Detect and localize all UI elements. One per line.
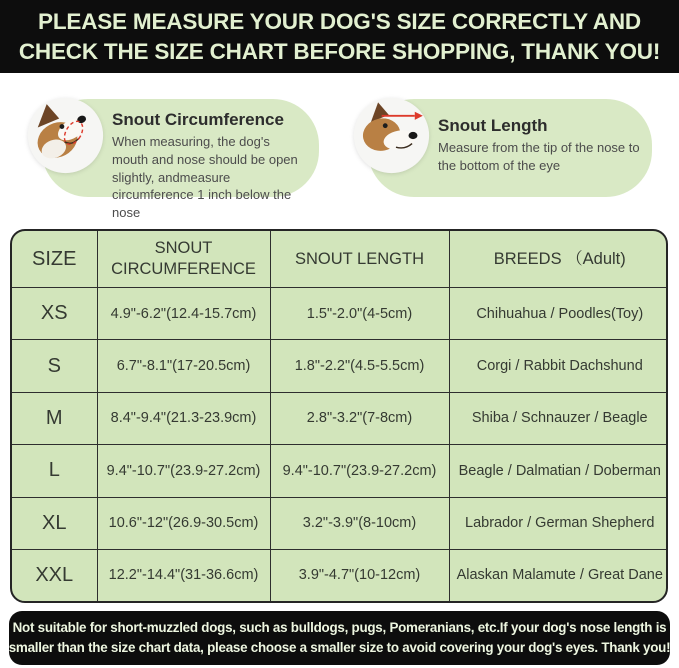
size-chart-table [10, 229, 668, 603]
bottom-warning-line2: smaller than the size chart data, please choose a smaller size to avoid covering your dog's eyes. Thank you! [8, 640, 671, 655]
breeds-cell: Labrador / German Shepherd [449, 497, 668, 549]
column-header-snout-length: SNOUT LENGTH [270, 231, 449, 288]
circumference-cell: 10.6"-12"(26.9-30.5cm) [97, 497, 270, 549]
size-cell: S [12, 340, 97, 392]
circumference-cell: 6.7"-8.1"(17-20.5cm) [97, 340, 270, 392]
top-notice-line1: PLEASE MEASURE YOUR DOG'S SIZE CORRECTLY AND [38, 8, 641, 34]
length-cell: 9.4"-10.7"(23.9-27.2cm) [270, 445, 449, 497]
bottom-warning-line1: Not suitable for short-muzzled dogs, such as bulldogs, pugs, Pomeranians, etc.If your dog's nose length is [12, 619, 667, 635]
snout-length-title: Snout Length [438, 116, 548, 135]
size-row-xs [12, 288, 668, 340]
column-header-breeds: BREEDS （Adult) [449, 231, 668, 288]
snout-length-card [368, 99, 652, 197]
column-header-size: SIZE [12, 231, 97, 288]
length-cell: 1.8"-2.2"(4.5-5.5cm) [270, 340, 449, 392]
size-row-s [12, 340, 668, 392]
circumference-cell: 8.4"-9.4"(21.3-23.9cm) [97, 392, 270, 444]
size-chart-header-row [12, 231, 668, 288]
length-cell: 2.8"-3.2"(7-8cm) [270, 392, 449, 444]
breeds-cell: Corgi / Rabbit Dachshund [449, 340, 668, 392]
top-notice-banner [0, 0, 679, 73]
size-cell: XS [12, 288, 97, 340]
snout-length-instructions: Measure from the tip of the nose to the bottom of the eye [438, 140, 640, 173]
size-row-l [12, 445, 668, 497]
size-row-xl [12, 497, 668, 549]
breeds-cell: Shiba / Schnauzer / Beagle [449, 392, 668, 444]
size-row-m [12, 392, 668, 444]
length-cell: 3.2"-3.9"(8-10cm) [270, 497, 449, 549]
size-cell: L [12, 445, 97, 497]
circumference-cell: 12.2"-14.4"(31-36.6cm) [97, 549, 270, 601]
dog-snout-circumference-photo [27, 97, 104, 174]
size-cell: XXL [12, 549, 97, 601]
snout-circumference-instructions: When measuring, the dog's mouth and nose should be open slightly, andmeasure circumference 1 inch below the nose [112, 134, 298, 220]
bottom-warning-banner [9, 611, 670, 665]
size-row-xxl [12, 549, 668, 601]
breeds-cell: Alaskan Malamute / Great Dane [449, 549, 668, 601]
breeds-cell: Chihuahua / Poodles(Toy) [449, 288, 668, 340]
snout-circumference-card [42, 99, 319, 220]
length-cell: 1.5"-2.0"(4-5cm) [270, 288, 449, 340]
size-cell: XL [12, 497, 97, 549]
size-cell: M [12, 392, 97, 444]
breeds-cell: Beagle / Dalmatian / Doberman [449, 445, 668, 497]
circumference-cell: 4.9"-6.2"(12.4-15.7cm) [97, 288, 270, 340]
dog-snout-length-photo [353, 97, 430, 174]
length-cell: 3.9"-4.7"(10-12cm) [270, 549, 449, 601]
circumference-cell: 9.4"-10.7"(23.9-27.2cm) [97, 445, 270, 497]
snout-circumference-title: Snout Circumference [112, 110, 284, 129]
column-header-snout-circumference: SNOUT CIRCUMFERENCE [97, 231, 270, 288]
top-notice-line2: CHECK THE SIZE CHART BEFORE SHOPPING, THANK YOU! [18, 38, 661, 64]
